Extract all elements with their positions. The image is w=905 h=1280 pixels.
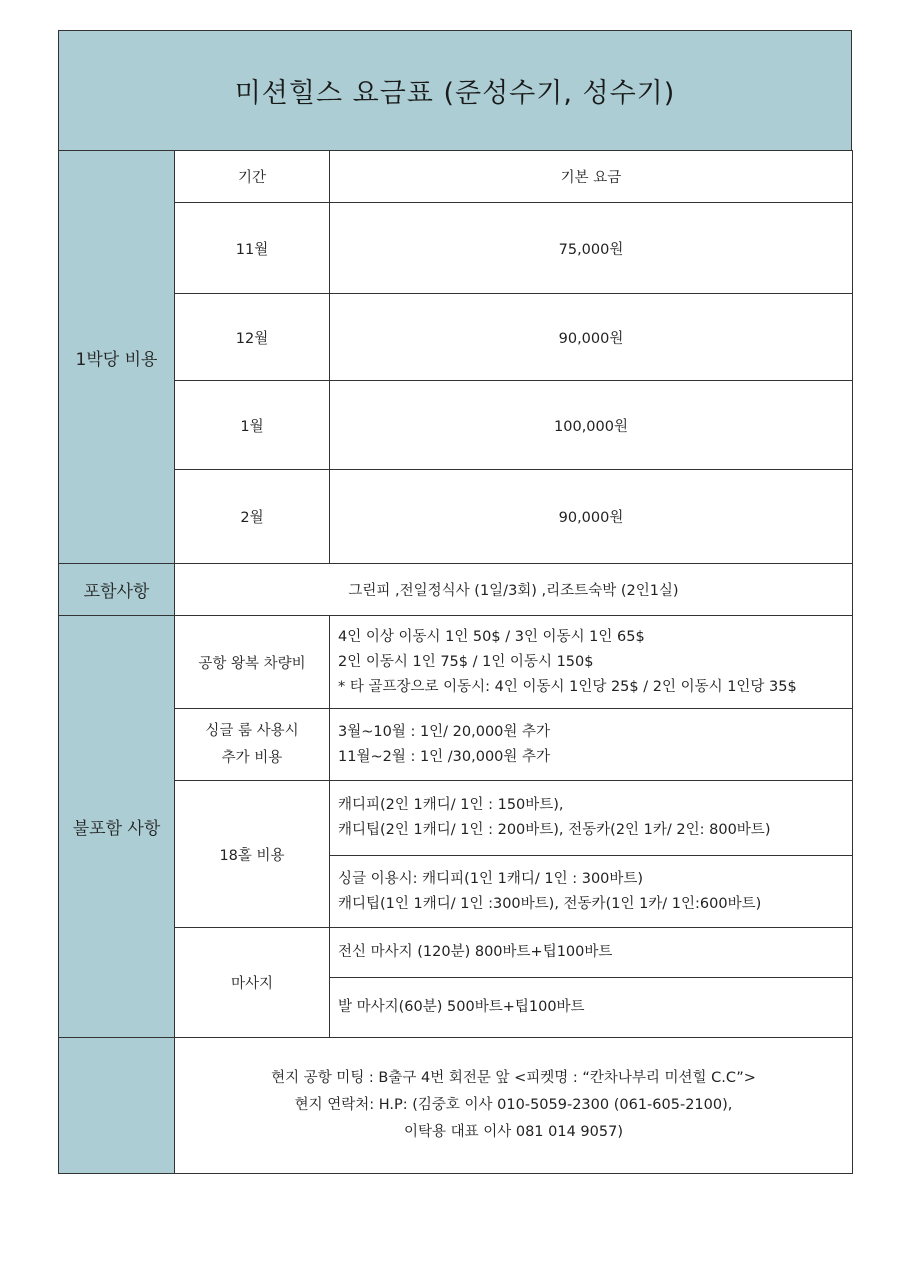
fee-document [58,30,852,1173]
fee-cell: 100,000원 [330,381,853,470]
holes-detail-group1 [330,781,853,856]
period-cell: 11월 [175,203,330,294]
airport-detail [330,616,853,709]
airport-line: * 타 골프장으로 이동시: 4인 이동시 1인당 25$ / 2인 이동시 1인당 35$ [338,678,797,695]
fee-cell: 90,000원 [330,470,853,564]
period-cell: 12월 [175,294,330,381]
table-row [59,294,853,381]
fee-cell: 75,000원 [330,203,853,294]
notes-cell [175,1038,853,1174]
category-included: 포함사항 [59,564,175,616]
category-excluded: 불포함 사항 [59,616,175,1038]
nightly-header-row [59,151,853,203]
holes-detail-group2 [330,856,853,928]
single-room-line: 3월~10월 : 1인/ 20,000원 추가 [338,723,551,740]
massage-label: 마사지 [175,928,330,1038]
fee-header: 기본 요금 [330,151,853,203]
period-cell: 1월 [175,381,330,470]
notes-line: 현지 연락처: H.P: (김중호 이사 010-5059-2300 (061-605-2100), [294,1097,733,1113]
airport-line: 2인 이동시 1인 75$ / 1인 이동시 150$ [338,653,594,670]
single-room-detail [330,709,853,781]
single-room-line: 11월~2월 : 1인 /30,000원 추가 [338,748,551,765]
table-row [59,470,853,564]
massage-line: 발 마사지(60분) 500바트+팁100바트 [330,978,853,1038]
holes-line: 캐디피(2인 1캐디/ 1인 : 150바트), [338,797,564,813]
airport-label: 공항 왕복 차량비 [175,616,330,709]
notes-row [59,1038,853,1174]
holes-line: 캐디팁(2인 1캐디/ 1인 : 200바트), 전동카(2인 1카/ 2인: 800바트) [338,822,771,838]
table-row [59,203,853,294]
included-row [59,564,853,616]
airport-line: 4인 이상 이동시 1인 50$ / 3인 이동시 1인 65$ [338,628,645,645]
included-text: 그린피 ,전일정식사 (1일/3회) ,리조트숙박 (2인1실) [175,564,853,616]
single-room-label: 싱글 룸 사용시 추가 비용 [175,709,330,781]
category-nightly: 1박당 비용 [59,151,175,564]
holes-line: 캐디팁(1인 1캐디/ 1인 :300바트), 전동카(1인 1카/ 1인:600바트) [338,895,762,912]
period-header: 기간 [175,151,330,203]
massage-line: 전신 마사지 (120분) 800바트+팁100바트 [330,928,853,978]
fee-cell: 90,000원 [330,294,853,381]
holes-line: 싱글 이용시: 캐디피(1인 1캐디/ 1인 : 300바트) [338,870,644,887]
category-notes [59,1038,175,1174]
table-row [59,381,853,470]
holes-row [59,781,853,856]
fee-table [58,150,853,1174]
massage-row [59,928,853,978]
notes-line: 현지 공항 미팅 : B출구 4번 회전문 앞 <피켓명 : “칸차나부리 미션힐 C.C”> [271,1070,756,1086]
airport-row [59,616,853,709]
single-room-row [59,709,853,781]
holes-label: 18홀 비용 [175,781,330,928]
document-title: 미션힐스 요금표 (준성수기, 성수기) [58,30,852,151]
period-cell: 2월 [175,470,330,564]
notes-line: 이탁용 대표 이사 081 014 9057) [403,1124,623,1140]
